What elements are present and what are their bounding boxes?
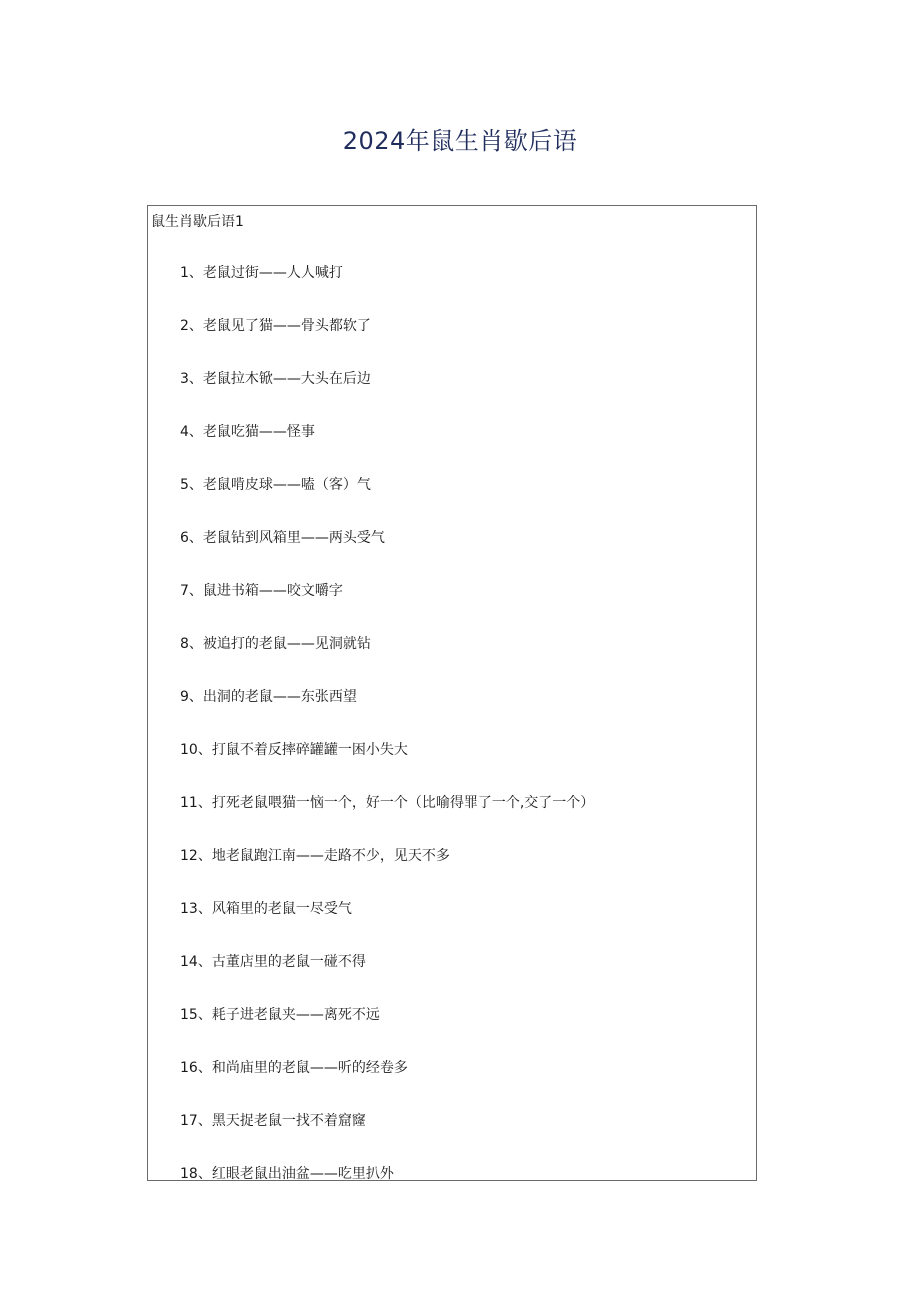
list-item: 9、出洞的老鼠——东张西望 <box>180 689 357 705</box>
list-item: 5、老鼠啃皮球——嗑（客）气 <box>180 477 371 493</box>
list-item: 2、老鼠见了猫——骨头都软了 <box>180 318 371 334</box>
list-item: 7、鼠进书箱——咬文嚼字 <box>180 583 343 599</box>
list-item: 15、耗子进老鼠夹——离死不远 <box>180 1007 380 1023</box>
list-item: 18、红眼老鼠出油盆——吃里扒外 <box>180 1166 394 1182</box>
section-heading: 鼠生肖歇后语1 <box>151 214 244 230</box>
content-box <box>147 205 757 1181</box>
list-item: 8、被追打的老鼠——见洞就钻 <box>180 636 371 652</box>
list-item: 3、老鼠拉木锨——大头在后边 <box>180 371 371 387</box>
list-item: 12、地老鼠跑江南——走路不少，见天不多 <box>180 848 450 864</box>
list-item: 13、风箱里的老鼠一尽受气 <box>180 901 352 917</box>
list-item: 10、打鼠不着反摔碎罐罐一困小失大 <box>180 742 408 758</box>
list-item: 11、打死老鼠喂猫一恼一个，好一个（比喻得罪了一个,交了一个） <box>180 795 595 811</box>
list-item: 1、老鼠过街——人人喊打 <box>180 265 343 281</box>
list-item: 16、和尚庙里的老鼠——听的经卷多 <box>180 1060 408 1076</box>
list-item: 17、黑天捉老鼠一找不着窟窿 <box>180 1113 366 1129</box>
list-item: 14、古董店里的老鼠一碰不得 <box>180 954 366 970</box>
item-list <box>180 263 594 1217</box>
list-item: 4、老鼠吃猫——怪事 <box>180 424 315 440</box>
list-item: 6、老鼠钻到风箱里——两头受气 <box>180 530 385 546</box>
page-title: 2024年鼠生肖歇后语 <box>342 127 578 155</box>
